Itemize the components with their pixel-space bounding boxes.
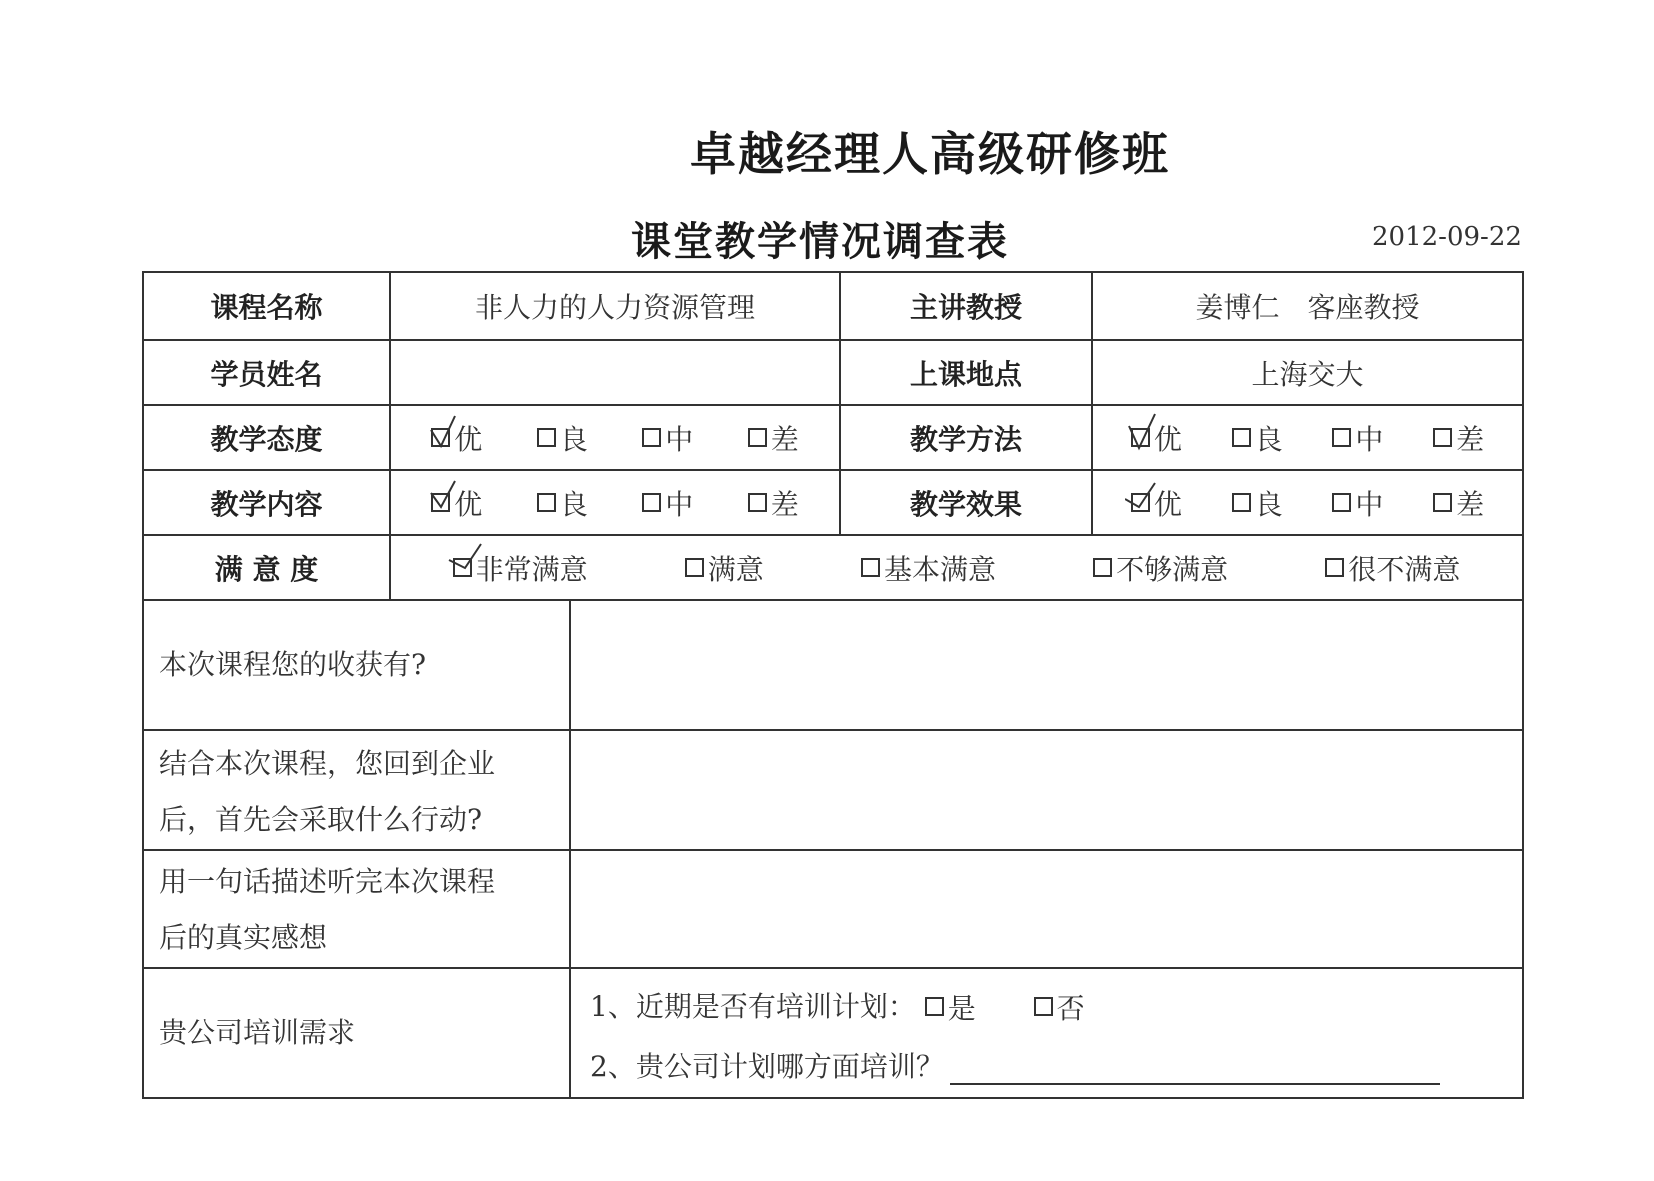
checkbox-icon[interactable] [642, 428, 661, 447]
question-action: 结合本次课程，您回到企业 后，首先会采取什么行动? [159, 747, 496, 836]
form-subtitle: 课堂教学情况调查表 [631, 219, 1009, 265]
effect-option-average[interactable]: 中 [1332, 483, 1383, 523]
teaching-attitude-label: 教学态度 [210, 422, 323, 456]
training-plan-yes[interactable]: 是 [925, 987, 976, 1027]
checkbox-icon[interactable] [1325, 558, 1344, 577]
checkbox-icon[interactable] [1433, 493, 1452, 512]
teaching-content-label: 教学内容 [210, 487, 323, 521]
training-plan-no[interactable]: 否 [1034, 987, 1085, 1027]
effect-option-excellent[interactable]: 优 [1131, 483, 1182, 523]
method-option-average[interactable]: 中 [1332, 418, 1383, 458]
attitude-option-poor[interactable]: 差 [748, 418, 799, 458]
teaching-effect-options [1092, 470, 1523, 535]
satisfaction-option-very[interactable]: 非常满意 [453, 548, 588, 588]
course-name-field[interactable]: 非人力的人力资源管理 [474, 291, 755, 324]
answer-gain-field[interactable] [570, 600, 1523, 730]
satisfaction-label: 满 意 度 [214, 552, 319, 586]
teaching-effect-label: 教学效果 [909, 487, 1022, 521]
location-label: 上课地点 [909, 357, 1022, 391]
checkbox-icon[interactable] [925, 997, 944, 1016]
content-option-average[interactable]: 中 [642, 483, 693, 523]
check-mark-icon [425, 477, 465, 521]
checkbox-icon[interactable] [685, 558, 704, 577]
content-option-good[interactable]: 良 [537, 483, 588, 523]
checkbox-icon[interactable] [537, 493, 556, 512]
check-mark-icon [1125, 412, 1165, 456]
checkbox-icon[interactable] [1332, 493, 1351, 512]
checkbox-icon[interactable] [537, 428, 556, 447]
form-date: 2012-09-22 [1372, 222, 1522, 252]
answer-action-field[interactable] [570, 730, 1523, 850]
effect-option-good[interactable]: 良 [1232, 483, 1283, 523]
instructor-label: 主讲教授 [909, 291, 1022, 324]
student-name-label: 学员姓名 [210, 357, 323, 391]
checkbox-icon[interactable] [1232, 428, 1251, 447]
method-option-poor[interactable]: 差 [1433, 418, 1484, 458]
checkbox-icon[interactable] [1093, 558, 1112, 577]
method-option-excellent[interactable]: 优 [1131, 418, 1182, 458]
checkbox-icon[interactable] [1034, 997, 1053, 1016]
checkbox-icon[interactable] [1332, 428, 1351, 447]
satisfaction-option-insufficient[interactable]: 不够满意 [1093, 548, 1228, 588]
question-feeling: 用一句话描述听完本次课程 后的真实感想 [159, 865, 496, 954]
checkbox-icon[interactable] [748, 428, 767, 447]
teaching-attitude-options [390, 405, 840, 470]
content-option-poor[interactable]: 差 [748, 483, 799, 523]
method-option-good[interactable]: 良 [1232, 418, 1283, 458]
training-area-field[interactable] [950, 1055, 1440, 1085]
attitude-option-good[interactable]: 良 [537, 418, 588, 458]
effect-option-poor[interactable]: 差 [1433, 483, 1484, 523]
attitude-option-average[interactable]: 中 [642, 418, 693, 458]
check-mark-icon [425, 412, 465, 456]
student-name-field[interactable] [390, 340, 840, 405]
training-area-question: 2、贵公司计划哪方面培训？ [590, 1045, 1440, 1085]
training-plan-question: 1、近期是否有培训计划： 是 否 [590, 985, 1085, 1027]
location-field[interactable]: 上海交大 [1251, 357, 1364, 391]
course-name-label: 课程名称 [210, 291, 323, 324]
question-gain: 本次课程您的收获有? [159, 648, 427, 681]
teaching-content-options [390, 470, 840, 535]
teaching-method-label: 教学方法 [909, 422, 1022, 456]
teaching-method-options [1092, 405, 1523, 470]
instructor-field[interactable]: 姜博仁 客座教授 [1195, 291, 1420, 324]
content-option-excellent[interactable]: 优 [431, 483, 482, 523]
satisfaction-option-very-unsatisfied[interactable]: 很不满意 [1325, 548, 1460, 588]
check-mark-icon [447, 542, 487, 586]
answer-feeling-field[interactable] [570, 850, 1523, 968]
checkbox-icon[interactable] [1433, 428, 1452, 447]
checkbox-icon[interactable] [861, 558, 880, 577]
form-title: 卓越经理人高级研修班 [690, 127, 1170, 181]
satisfaction-option-satisfied[interactable]: 满意 [685, 548, 764, 588]
checkbox-icon[interactable] [642, 493, 661, 512]
question-training-needs: 贵公司培训需求 [159, 1016, 356, 1049]
attitude-option-excellent[interactable]: 优 [431, 418, 482, 458]
satisfaction-options [390, 535, 1523, 600]
check-mark-icon [1125, 477, 1165, 521]
checkbox-icon[interactable] [1232, 493, 1251, 512]
checkbox-icon[interactable] [748, 493, 767, 512]
satisfaction-option-basic[interactable]: 基本满意 [861, 548, 996, 588]
